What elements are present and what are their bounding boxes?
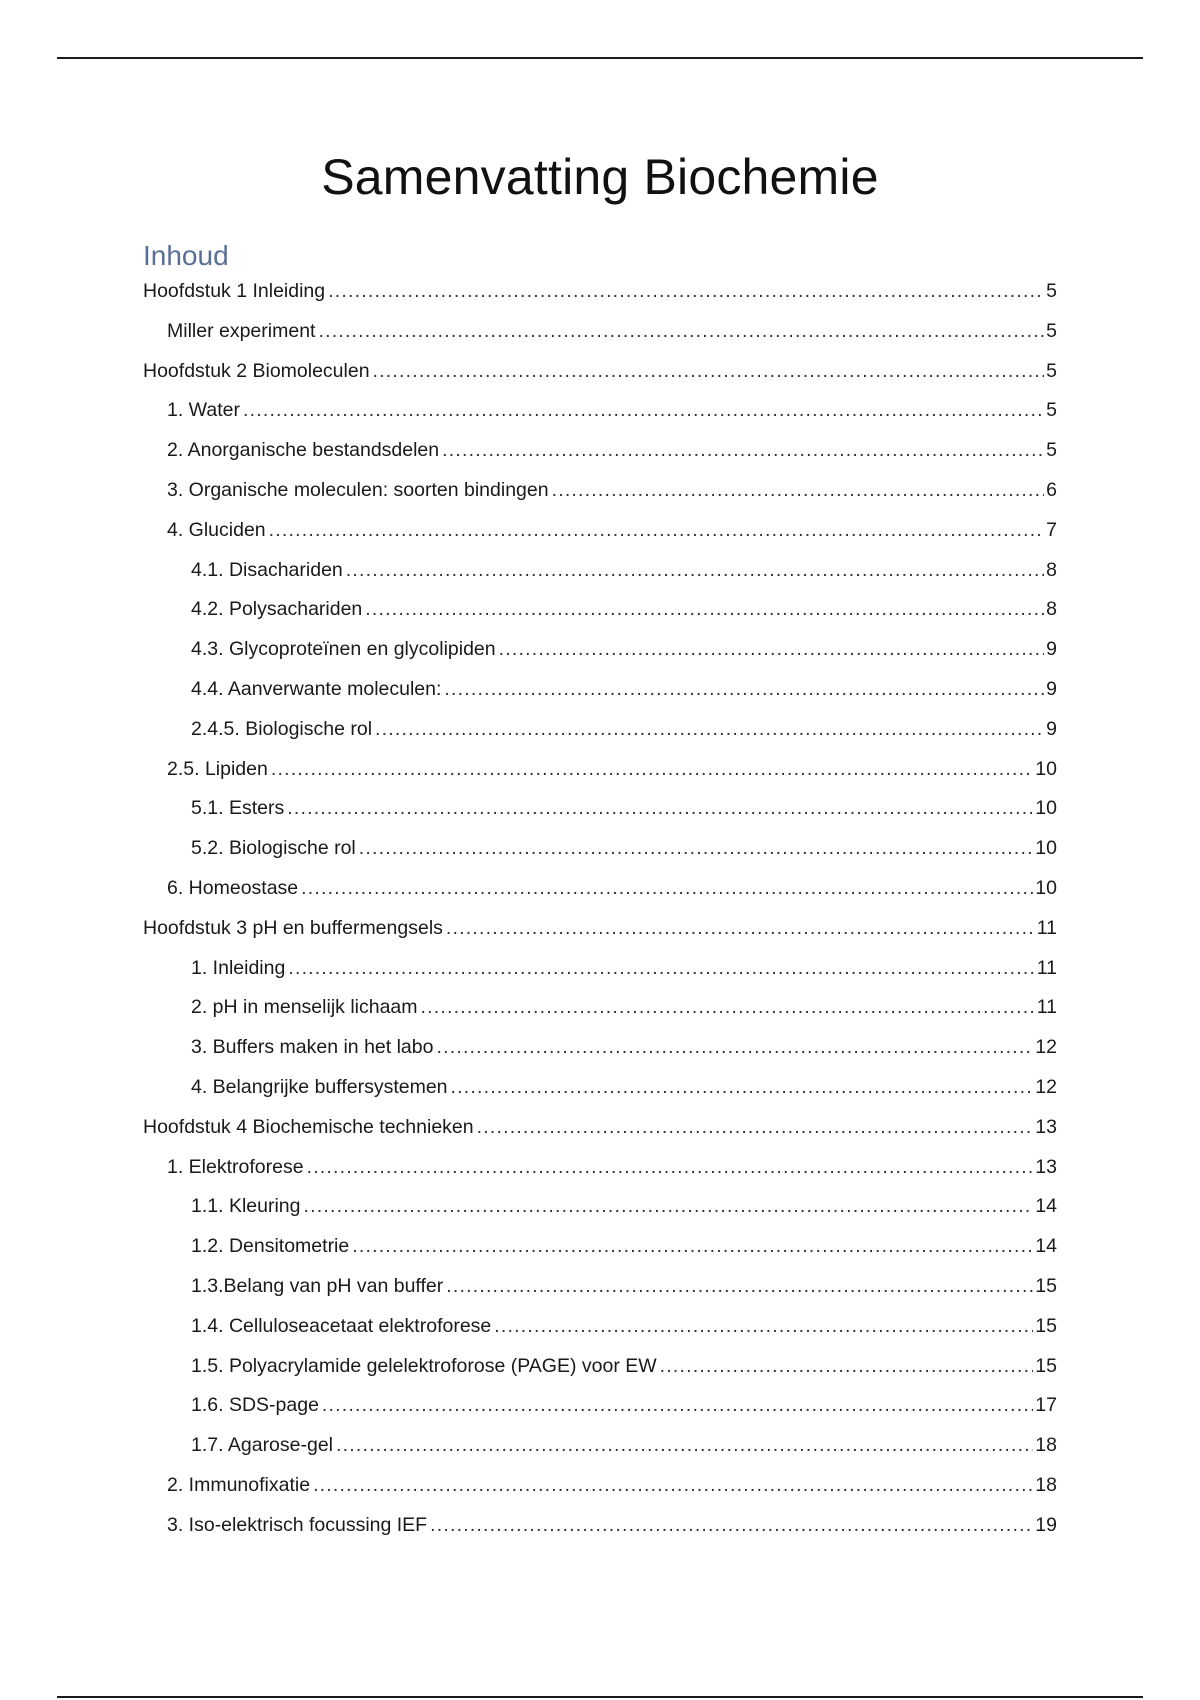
table-of-contents xyxy=(143,272,1057,1546)
toc-dot-leader xyxy=(494,1307,1033,1347)
toc-dot-leader xyxy=(304,1187,1034,1227)
toc-entry[interactable] xyxy=(143,312,1057,352)
toc-entry-page-number: 6 xyxy=(1046,478,1057,501)
document-title: Samenvatting Biochemie xyxy=(321,149,879,205)
toc-entry[interactable] xyxy=(143,1426,1057,1466)
toc-entry-label: 4.4. Aanverwante moleculen: xyxy=(191,677,442,700)
toc-dot-leader xyxy=(373,352,1045,392)
toc-entry-label: 4. Belangrijke buffersystemen xyxy=(191,1075,448,1098)
toc-entry-label: Hoofdstuk 3 pH en buffermengsels xyxy=(143,916,443,939)
toc-dot-leader xyxy=(477,1108,1034,1148)
toc-entry-label: Hoofdstuk 1 Inleiding xyxy=(143,280,326,302)
toc-dot-leader xyxy=(552,471,1045,511)
toc-entry-page-number: 14 xyxy=(1035,1195,1057,1218)
header-rule xyxy=(57,57,1143,59)
toc-entry-page-number: 15 xyxy=(1035,1274,1057,1297)
toc-dot-leader xyxy=(336,1426,1033,1466)
toc-entry-page-number: 17 xyxy=(1035,1394,1057,1417)
toc-entry-label: 2.5. Lipiden xyxy=(167,757,268,780)
toc-entry-label: Miller experiment xyxy=(167,319,316,342)
toc-dot-leader xyxy=(499,630,1045,670)
toc-entry-label: 4. Gluciden xyxy=(167,518,266,541)
toc-entry[interactable] xyxy=(143,869,1057,909)
toc-dot-leader xyxy=(359,829,1034,869)
toc-entry[interactable] xyxy=(143,1466,1057,1506)
toc-dot-leader xyxy=(288,949,1034,989)
toc-entry-page-number: 18 xyxy=(1035,1473,1057,1496)
toc-dot-leader xyxy=(444,670,1044,710)
toc-dot-leader xyxy=(271,750,1033,790)
toc-entry-label: 2. pH in menselijk lichaam xyxy=(191,996,418,1019)
toc-entry[interactable] xyxy=(143,352,1057,392)
toc-entry-page-number: 5 xyxy=(1046,319,1057,342)
toc-entry[interactable] xyxy=(143,1307,1057,1347)
toc-entry[interactable] xyxy=(143,909,1057,949)
toc-entry-label: 1.1. Kleuring xyxy=(191,1195,301,1218)
toc-dot-leader xyxy=(446,909,1035,949)
toc-entry-label: 2. Immunofixatie xyxy=(167,1473,311,1496)
toc-entry-label: Hoofdstuk 4 Biochemische technieken xyxy=(143,1115,474,1138)
toc-dot-leader xyxy=(318,312,1044,352)
toc-entry-label: Hoofdstuk 2 Biomoleculen xyxy=(143,359,370,382)
toc-entry-page-number: 19 xyxy=(1035,1513,1057,1536)
toc-entry-page-number: 13 xyxy=(1035,1155,1057,1178)
toc-dot-leader xyxy=(352,1227,1033,1267)
toc-entry-label: 1. Inleiding xyxy=(191,956,286,979)
toc-entry[interactable] xyxy=(143,1068,1057,1108)
toc-dot-leader xyxy=(660,1347,1034,1387)
toc-dot-leader xyxy=(375,710,1044,750)
toc-dot-leader xyxy=(446,1267,1033,1307)
toc-dot-leader xyxy=(301,869,1033,909)
toc-dot-leader xyxy=(421,988,1035,1028)
toc-entry[interactable] xyxy=(143,1108,1057,1148)
toc-entry-page-number: 11 xyxy=(1036,956,1057,979)
toc-entry[interactable] xyxy=(143,590,1057,630)
toc-entry-label: 3. Iso-elektrisch focussing IEF xyxy=(167,1513,428,1536)
toc-dot-leader xyxy=(328,272,1044,312)
toc-entry-label: 1.5. Polyacrylamide gelelektroforose (PAGE) voor EW xyxy=(191,1354,657,1377)
toc-entry-page-number: 5 xyxy=(1046,280,1057,302)
toc-entry[interactable] xyxy=(143,272,1057,312)
toc-entry[interactable] xyxy=(143,1148,1057,1188)
toc-entry-page-number: 13 xyxy=(1035,1115,1057,1138)
toc-dot-leader xyxy=(269,511,1044,551)
toc-entry-page-number: 12 xyxy=(1035,1075,1057,1098)
toc-entry-label: 1. Elektroforese xyxy=(167,1155,304,1178)
toc-entry-page-number: 11 xyxy=(1036,996,1057,1019)
toc-entry-page-number: 5 xyxy=(1046,399,1057,422)
toc-entry-page-number: 10 xyxy=(1035,876,1057,899)
toc-entry-label: 5.1. Esters xyxy=(191,797,285,820)
toc-entry[interactable] xyxy=(143,1506,1057,1546)
toc-entry[interactable] xyxy=(143,1267,1057,1307)
toc-dot-leader xyxy=(287,789,1033,829)
toc-entry[interactable] xyxy=(143,949,1057,989)
toc-dot-leader xyxy=(442,431,1044,471)
toc-entry-label: 3. Organische moleculen: soorten bindingen xyxy=(167,478,549,501)
toc-entry[interactable] xyxy=(143,511,1057,551)
toc-entry-label: 1.2. Densitometrie xyxy=(191,1235,350,1258)
toc-entry-label: 6. Homeostase xyxy=(167,876,299,899)
toc-entry[interactable] xyxy=(143,670,1057,710)
toc-entry-page-number: 8 xyxy=(1046,558,1057,581)
toc-entry-label: 1. Water xyxy=(167,399,240,422)
toc-entry-page-number: 9 xyxy=(1046,717,1057,740)
footer-rule xyxy=(57,1696,1143,1698)
toc-entry[interactable] xyxy=(143,750,1057,790)
toc-entry-page-number: 5 xyxy=(1046,439,1057,462)
toc-dot-leader xyxy=(451,1068,1034,1108)
toc-entry-page-number: 9 xyxy=(1046,677,1057,700)
toc-entry-page-number: 15 xyxy=(1035,1314,1057,1337)
toc-entry-label: 1.7. Agarose-gel xyxy=(191,1434,334,1457)
toc-entry-page-number: 14 xyxy=(1035,1235,1057,1258)
toc-entry-label: 2.4.5. Biologische rol xyxy=(191,717,373,740)
toc-entry-label: 5.2. Biologische rol xyxy=(191,837,356,860)
toc-entry[interactable] xyxy=(143,1227,1057,1267)
toc-entry[interactable] xyxy=(143,551,1057,591)
toc-dot-leader xyxy=(313,1466,1033,1506)
toc-entry-page-number: 5 xyxy=(1046,359,1057,382)
toc-entry-label: 1.3.Belang van pH van buffer xyxy=(191,1274,444,1297)
toc-entry-page-number: 12 xyxy=(1035,1036,1057,1059)
toc-entry-page-number: 7 xyxy=(1046,518,1057,541)
toc-entry[interactable] xyxy=(143,829,1057,869)
toc-entry-page-number: 10 xyxy=(1035,797,1057,820)
toc-entry-page-number: 10 xyxy=(1035,757,1057,780)
toc-entry[interactable] xyxy=(143,710,1057,750)
toc-entry[interactable] xyxy=(143,630,1057,670)
toc-entry[interactable] xyxy=(143,1386,1057,1426)
toc-entry-label: 4.1. Disachariden xyxy=(191,558,343,581)
toc-entry-page-number: 15 xyxy=(1035,1354,1057,1377)
toc-entry-page-number: 8 xyxy=(1046,598,1057,621)
toc-entry[interactable] xyxy=(143,988,1057,1028)
toc-entry[interactable] xyxy=(143,789,1057,829)
toc-entry[interactable] xyxy=(143,431,1057,471)
toc-entry-label: 1.4. Celluloseacetaat elektroforese xyxy=(191,1314,492,1337)
toc-entry[interactable] xyxy=(143,1187,1057,1227)
toc-entry-page-number: 10 xyxy=(1035,837,1057,860)
toc-heading: Inhoud xyxy=(143,240,229,271)
toc-entry-label: 4.3. Glycoproteïnen en glycolipiden xyxy=(191,638,496,661)
toc-dot-leader xyxy=(430,1506,1033,1546)
toc-dot-leader xyxy=(346,551,1044,591)
toc-entry-page-number: 18 xyxy=(1035,1434,1057,1457)
toc-entry-label: 2. Anorganische bestandsdelen xyxy=(167,439,440,462)
toc-entry-label: 4.2. Polysachariden xyxy=(191,598,363,621)
toc-entry-page-number: 9 xyxy=(1046,638,1057,661)
toc-entry-label: 1.6. SDS-page xyxy=(191,1394,319,1417)
toc-dot-leader xyxy=(322,1386,1033,1426)
toc-dot-leader xyxy=(307,1148,1034,1188)
toc-entry-page-number: 11 xyxy=(1036,916,1057,939)
toc-entry[interactable] xyxy=(143,1028,1057,1068)
toc-entry-label: 3. Buffers maken in het labo xyxy=(191,1036,434,1059)
toc-entry[interactable] xyxy=(143,391,1057,431)
toc-dot-leader xyxy=(243,391,1044,431)
toc-entry[interactable] xyxy=(143,471,1057,511)
toc-dot-leader xyxy=(365,590,1044,630)
toc-entry[interactable] xyxy=(143,1347,1057,1387)
toc-dot-leader xyxy=(436,1028,1033,1068)
